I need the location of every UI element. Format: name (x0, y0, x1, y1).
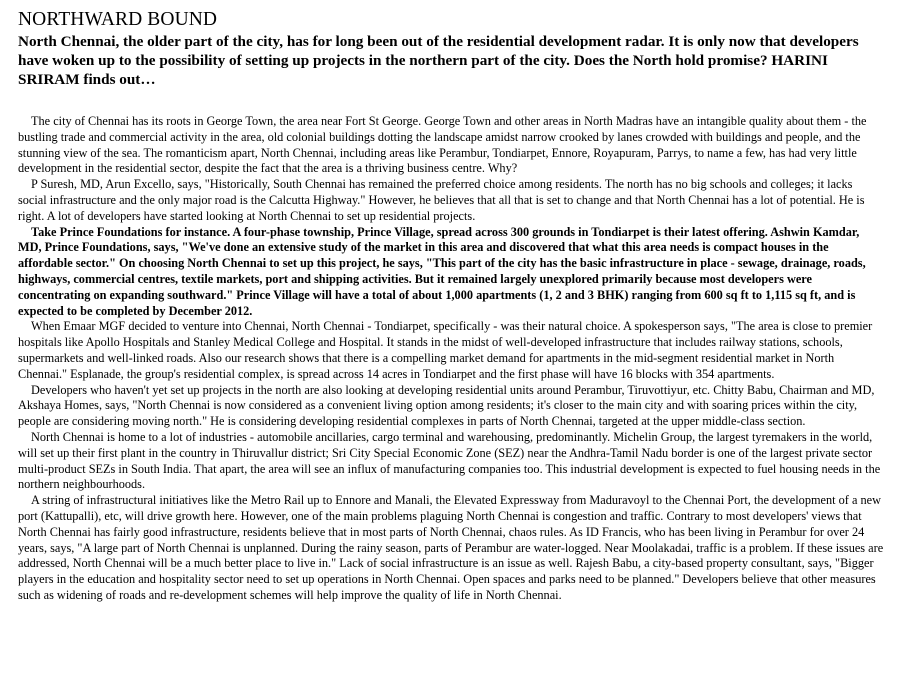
article (18, 9, 884, 604)
paragraph-arun-excello: P Suresh, MD, Arun Excello, says, "Historically, South Chennai has remained the preferred choice among residents. The north has no big schools and colleges; it lacks social infrastructure and the only major road is the Calcutta Highway." However, he believes that all that is set to change and that North Chennai has a lot of potential. He is right. A lot of developers have started looking at North Chennai to set up residential projects. (18, 177, 865, 223)
paragraph-intro: The city of Chennai has its roots in George Town, the area near Fort St George. George Town and other areas in North Madras have an intangible quality about them - the bustling trade and commercial activity in the area, old colonial buildings dotting the landscape amidst narrow crooked by lanes crowded with buildings and people, and the stunning view of the sea. The romanticism apart, North Chennai, including areas like Perambur, Tondiarpet, Ennore, Royapuram, Parrys, to name a few, has had very little development in the residential sector, despite the fact that the area is a thriving business centre. Why? (18, 114, 867, 176)
article-body (18, 114, 884, 604)
article-headline: NORTHWARD BOUND (18, 9, 218, 30)
paragraph-akshaya-homes: Developers who haven't yet set up projects in the north are also looking at developing residential units around Perambur, Tiruvottiyur, etc. Chitty Babu, Chairman and MD, Akshaya Homes, says, "North Chennai is now considered as a convenient living option among residents; it's closer to the main city and with soaring prices within the city, people are considering moving north." He is considering developing residential complexes in parts of North Chennai, targeted at the upper middle-class section. (18, 382, 875, 429)
paragraph-industries: North Chennai is home to a lot of industries - automobile ancillaries, cargo terminal and warehousing, predominantly. Michelin Group, the largest tyremakers in the world, will set up their first plant in the country in Thiruvallur district; Sri City Special Economic Zone (SEZ) near the Andhra-Tamil Nadu border is one of the largest private sector multi-product SEZs in South India. That apart, the area will see an influx of manufacturing companies too. This industrial development is expected to fuel housing needs in the northern neighbourhoods. (18, 429, 881, 492)
article-standfirst: North Chennai, the older part of the city, has for long been out of the residential development radar. It is only now that developers have woken up to the possibility of setting up projects in the northern part of the city. Does the North hold promise? HARINI SRIRAM finds out… (18, 33, 859, 88)
paragraph-emaar-mgf: When Emaar MGF decided to venture into Chennai, North Chennai - Tondiarpet, specifically - was their natural choice. A spokesperson says, "The area is close to premier hospitals like Apollo Hospitals and Stanley Medical College and Hospital. It stands in the midst of well-developed infrastructure that includes railway stations, schools, supermarkets and well-linked roads. Also our research shows that there is a compelling market demand for apartments in the mid-segment residential market in North Chennai." Esplanade, the group's residential complex, is spread across 14 acres in Tondiarpet and the first phase will have 16 blocks with 354 apartments. (18, 319, 873, 381)
paragraph-prince-foundations: Take Prince Foundations for instance. A four-phase township, Prince Village, spread across 300 grounds in Tondiarpet is their latest offering. Ashwin Kamdar, MD, Prince Foundations, says, "We've done an extensive study of the market in this area and discovered that what this area needs is compact houses in the affordable sector." On choosing North Chennai to set up this project, he says, "This part of the city has the basic infrastructure in place - sewage, drainage, roads, highways, commercial centres, textile markets, port and shipping activities. But it remained largely unexplored primarily because most developers were concentrating on expanding southward." Prince Village will have a total of about 1,000 apartments (1, 2 and 3 BHK) ranging from 600 sq ft to 1,115 sq ft, and is expected to be completed by December 2012. (18, 224, 866, 318)
paragraph-infrastructure: A string of infrastructural initiatives like the Metro Rail up to Ennore and Manali, the Elevated Expressway from Maduravoyl to the Chennai Port, the development of a new port (Kattupalli), etc, will drive growth here. However, one of the main problems plaguing North Chennai is congestion and traffic. Contrary to most developers' views that North Chennai has fairly good infrastructure, residents believe that in most parts of North Chennai, chaos rules. As ID Francis, who has been living in Perambur for over 24 years, says, "A large part of North Chennai is unplanned. During the rainy season, parts of Perambur are water-logged. Near Moolakadai, traffic is a problem. If these issues are addressed, North Chennai will be a much better place to live in." Lack of social infrastructure is an issue as well. Rajesh Babu, a city-based property consultant, says, "Bigger players in the education and hospitality sector need to set up operations in North Chennai. Open spaces and parks need to be planned." Developers believe that other measures such as widening of roads and re-development schemes will help improve the quality of life in North Chennai. (18, 493, 884, 602)
